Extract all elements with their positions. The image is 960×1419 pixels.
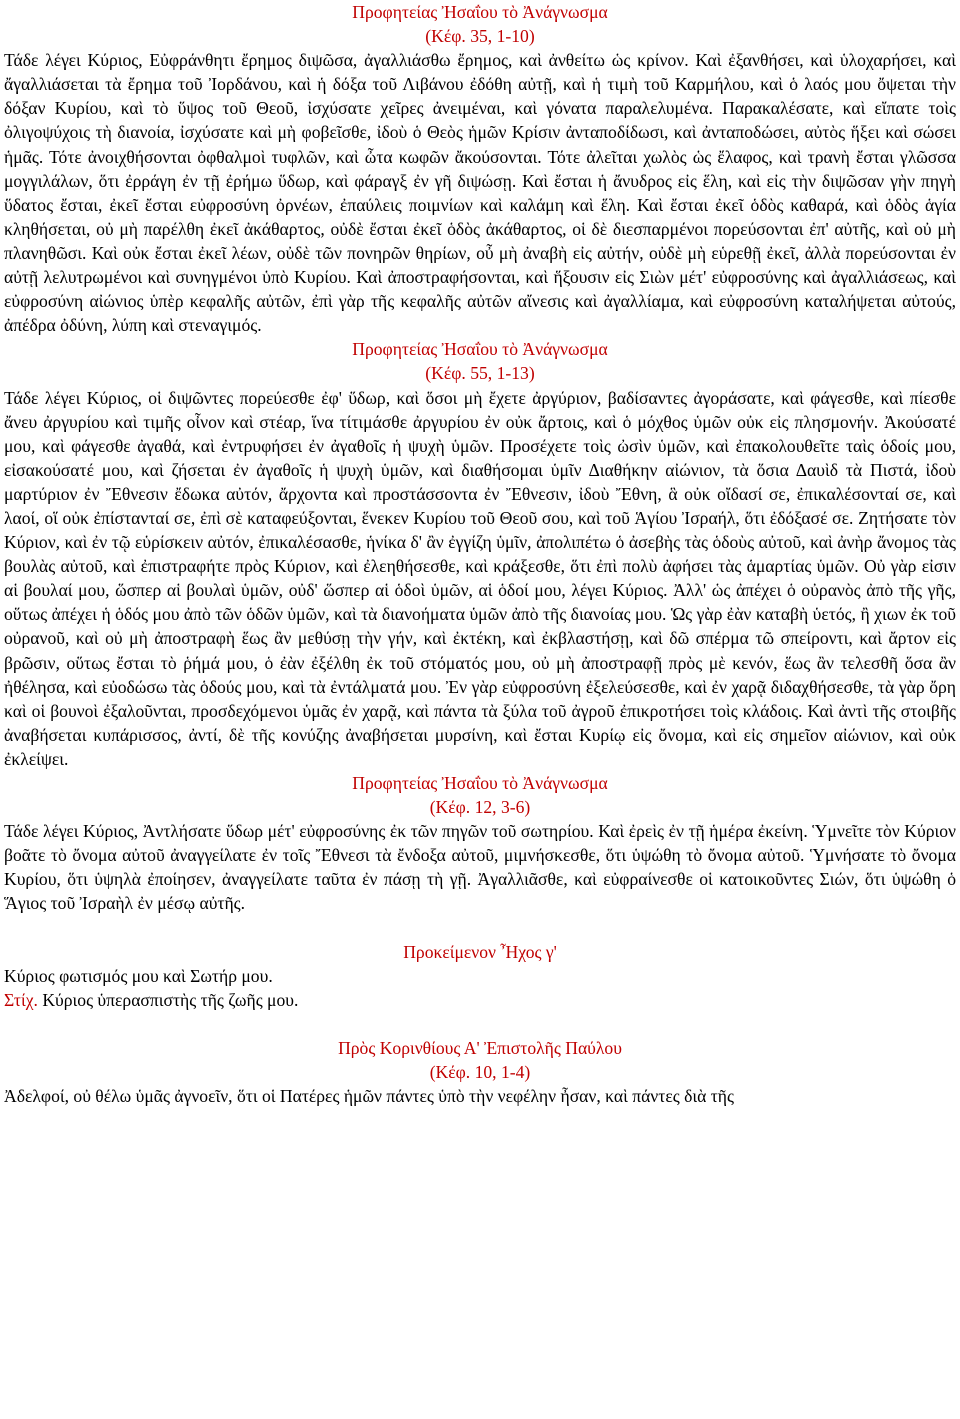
prokeimenon-verse: Κύριος φωτισμός μου καὶ Σωτήρ μου. [4,965,273,986]
section-spacer [4,916,956,940]
prokeimenon-stich [4,988,956,1012]
epistle-title: Πρὸς Κορινθίους Α' Ἐπιστολῆς Παύλου [338,1038,622,1059]
stich-label: Στίχ. [4,989,38,1010]
reading-1-reference: (Κέφ. 35, 1-10) [425,26,535,47]
reading-3-reference: (Κέφ. 12, 3-6) [429,797,531,818]
stich-text: Κύριος ὑπερασπιστὴς τῆς ζωῆς μου. [37,989,299,1010]
prokeimenon-title: Προκείμενον Ἦχος γ' [403,941,557,962]
reading-2-reference: (Κέφ. 55, 1-13) [425,363,535,384]
epistle-text: Ἀδελφοί, οὐ θέλω ὑμᾶς ἀγνοεῖν, ὅτι οἱ Πατέρες ἡμῶν πάντες ὑπὸ τὴν νεφέλην ἦσαν, καὶ πάντες διὰ τῆς [4,1086,734,1107]
section-spacer [4,1012,956,1036]
reading-1-title: Προφητείας Ἠσαΐου τὸ Ἀνάγνωσμα [352,2,608,22]
reading-2-title: Προφητείας Ἠσαΐου τὸ Ἀνάγνωσμα [352,339,608,360]
reading-3-text: Τάδε λέγει Κύριος, Ἀντλήσατε ὕδωρ μέτ' εὐφροσύνης ἐκ τῶν πηγῶν τοῦ σωτηρίου. Καὶ ἐρεὶς ἐν τῇ ἡμέρα ἐκείνη. Ὑμνεῖτε τὸν Κύριον βοᾶτε τὸ ὄνομα αὐτοῦ ἀναγγείλατε ἐν τοῖς Ἔθνεσι τὰ ἔνδοξα αὐτοῦ, μιμνήσκεσθε, ὅτι ὑψώθη τὸ ὄνομα αὐτοῦ. Ὑμνήσατε τὸ ὄνομα Κυρίου, ὅτι ὑψηλὰ ἐποίησεν, ἀναγγείλατε ταῦτα ἐν πάσῃ τὴ γῇ. Ἀγαλλιᾶσθε, καὶ εὐφραίνεσθε οἱ κατοικοῦντες Σιών, ὅτι ὑψώθη ὁ Ἅγιος τοῦ Ἰσραὴλ ἐν μέσῳ αὐτῆς. [4,821,956,914]
reading-2-text: Τάδε λέγει Κύριος, οἱ διψῶντες πορεύεσθε ἐφ' ὕδωρ, καὶ ὅσοι μὴ ἔχετε ἀργύριον, βαδίσαντες ἀγοράσατε, καὶ φάγεσθε, καὶ πίεσθε ἄνευ ἀργυρίου καὶ τιμῆς οἶνον καὶ στέαρ, ἵνα τίτιμάσθε ἀργυρίου ἐν οὐκ ἄρτοις, καὶ ὁ μόχθος ὑμῶν οὐκ εἰς πλησμονήν. Ἀκούσατέ μου, καὶ φάγεσθε ἀγαθά, καὶ ἐντρυφήσει ἐν ἀγαθοῖς ἡ ψυχὴ ὑμῶν. Προσέχετε τοὶς ὠσὶν ὑμῶν, καὶ ἐπακολουθεῖτε ταὶς ὁδοίς μου, εἰσακούσατέ μου, καὶ ζήσεται ἐν ἀγαθοῖς ἡ ψυχὴ ὑμῶν, καὶ διαθήσομαι ὑμῖν Διαθήκην αἰώνιον, τὰ ὅσια Δαυὶδ τὰ Πιστά, ἰδοὺ μαρτύριον ἐν Ἔθνεσιν ἔδωκα αὐτόν, ἄρχοντα καὶ προστάσσοντα ἐν Ἔθνεσιν, ἰδοὺ Ἔθνη, ἃ οὐκ οἴδασί σε, ἐπικαλέσονταί σε, καὶ λαοί, οἵ οὐκ ἐπίστανταί σε, ἐπὶ σὲ καταφεύξονται, ἕνεκεν Κυρίου τοῦ Θεοῦ σου, καὶ τοῦ Ἁγίου Ἰσραήλ, ὅτι ἐδόξασέ σε. Ζητήσατε τὸν Κύριον, καὶ ἐν τῷ εὑρίσκειν αὐτόν, ἐπικαλέσασθε, ἡνίκα δ' ἂν ἐγγίζη ὑμῖν, ἀπολιπέτω ὁ ἀσεβὴς τὰς ὁδοὺς αὐτοῦ, καὶ ἀνὴρ ἄνομος τὰς βουλὰς αὐτοῦ, καὶ ἐπιστραφήτε πρὸς Κύριον, καὶ ἐλεηθήσεσθε, καὶ κράξεσθε, ὅτι ἐπὶ πολὺ ἀφήσει τὰς ἁμαρτίας ὑμῶν. Οὐ γὰρ εἰσιν αἱ βουλαί μου, ὥσπερ αἱ βουλαὶ ὑμῶν, οὐδ' ὥσπερ αἱ ὁδοὶ ὑμῶν, αἱ ὁδοί μου, λέγει Κύριος. Ἀλλ' ὡς ἀπέχει ὁ οὐρανὸς ἀπὸ τῆς γῆς, οὕτως ἀπέχει ἡ ὁδός μου ἀπὸ τῶν ὁδῶν ὑμῶν, καὶ τὰ διανοήματα ὑμῶν ἀπὸ τῆς διανοίας μου. Ὡς γὰρ ἐὰν καταβὴ ὑετός, ἢ χιων ἐκ τοῦ οὐρανοῦ, καὶ οὐ μὴ ἀποστραφὴ ἕως ἂν μεθύσῃ τὴν γήν, καὶ ἐκτέκη, καὶ ἐκβλαστήσῃ, καὶ δῶ σπέρμα τῶ σπείροντι, καὶ ἄρτον εἰς βρῶσιν, οὕτως ἔσται τὸ ῥήμά μου, ὁ ἐὰν ἐξέλθη ἐκ τοῦ στόματός μου, οὐ μὴ ἀποστραφῇ πρὸς μὲ κενόν, ἕως ἂν τελεσθῆ ὅσα ἂν ἠθέλησα, καὶ εὐοδώσω τὰς ὁδούς μου, καὶ τὰ ἐντάλματά μου. Ἐν γὰρ εὐφροσύνη ἐξελεύσεσθε, καὶ ἐν χαρᾷ διδαχθήσεσθε, τὰ γὰρ ὄρη καὶ οἱ βουνοὶ ἐξαλοῦνται, προσδεχόμενοι ὑμᾶς ἐν χαρᾷ, καὶ πάντα τὰ ξύλα τοῦ ἀγροῦ ἐπικροτήσει τοὶς κλάδοις. Καὶ ἀντὶ τῆς στοιβῆς ἀναβήσεται κυπάρισσος, ἀντί, δὲ τῆς κονύζης ἀναβήσεται μυρσίνη, καὶ ἔσται Κυρίῳ εἰς ὄνομα, καὶ εἰς σημεῖον αἰώνιον, καὶ οὐκ ἐκλείψει. [4,387,956,769]
epistle-reference: (Κέφ. 10, 1-4) [429,1062,531,1083]
reading-3-title: Προφητείας Ἠσαΐου τὸ Ἀνάγνωσμα [352,773,608,793]
reading-1-text: Τάδε λέγει Κύριος, Εὐφράνθητι ἔρημος διψῶσα, ἀγαλλιάσθω ἔρημος, καὶ ἀνθείτω ὡς κρίνον. Καὶ ἐξανθήσει, καὶ ὑλοχαρήσει, καὶ ἄγαλλιάσεται τὰ ἔρημα τοῦ Ἰορδάνου, καὶ ἡ δόξα τοῦ Λιβάνου ἐδόθη αὐτῇ, καὶ ἡ τιμὴ τοῦ Καρμήλου, καὶ ὁ λαός μου ὄψεται τὴν δόξαν Κυρίου, καὶ τὸ ὕψος τοῦ Θεοῦ, ἰσχύσατε χεῖρες ἀνειμέναι, καὶ γόνατα παραλελυμένα. Παρακαλέσατε, καὶ εἴπατε τοὶς ὀλιγοψύχοις τὴ διανοία, ἰσχύσατε καὶ μὴ φοβεῖσθε, ἰδοὺ ὁ Θεὸς ἡμῶν Κρίσιν ἀνταποδίδωσι, καὶ ἀνταποδώσει, αὐτὸς ἥξει καὶ σώσει ἡμᾶς. Τότε ἀνοιχθήσονται ὀφθαλμοὶ τυφλῶν, καὶ ὦτα κωφῶν ἄκούσονται. Τότε ἀλεῖται χωλὸς ὡς ἔλαφος, καὶ τρανὴ ἔσται γλῶσσα μογγιλάλων, ὅτι ἐρράγη ἐν τῇ ἐρήμω ὕδωρ, καὶ φάραγξ ἐν γῆ διψώσῃ. Καὶ ἔσται ἡ ἄνυδρος εἰς ἕλη, καὶ εἰς τὴν διψῶσαν γὴν πηγὴ ὕδατος ἔσται, ἐκεῖ ἔσται εὐφροσύνη ὀρνέων, ἐπαύλεις ποιμνίων καὶ καλάμη καὶ ἕλη. Καὶ ἔσται ἐκεῖ ὁδὸς καθαρά, καὶ ὁδὸς ἁγία κληθήσεται, οὐ μὴ παρέλθη ἐκεῖ ἀκάθαρτος, οὐδὲ ἔσται ἐκεῖ ὁδὸς ἀκάθαρτος, οἱ δὲ διεσπαρμένοι πορεύσονται ἐπ' αὐτῆς, καὶ οὐ μὴ πλανηθῶσι. Καὶ οὐκ ἔσται ἐκεῖ λέων, οὐδὲ τῶν πονηρῶν θηρίων, οὖ μὴ ἀναβὴ εἰς αὐτήν, οὐδὲ μὴ εὑρεθῇ ἐκεῖ, ἀλλὰ πορεύσονται ἐν αὐτῇ λελυτρωμένοι καὶ συνηγμένοι ὑπὸ Κυρίου. Καὶ ἀποστραφήσονται, καὶ ἥξουσιν εἰς Σιὼν μέτ' εὐφροσύνης καὶ ἀγαλλιάσεως, καὶ εὐφροσύνη αἰώνιος ὑπὲρ κεφαλῆς αὐτῶν, ἐπὶ γὰρ τῆς κεφαλῆς αὐτῶν αἴνεσις καὶ ἀγαλλίαμα, καὶ εὐφροσύνη καταλήψεται αὐτούς, ἀπέδρα ὀδύνη, λύπη καὶ στεναγιμός. [4,50,956,336]
